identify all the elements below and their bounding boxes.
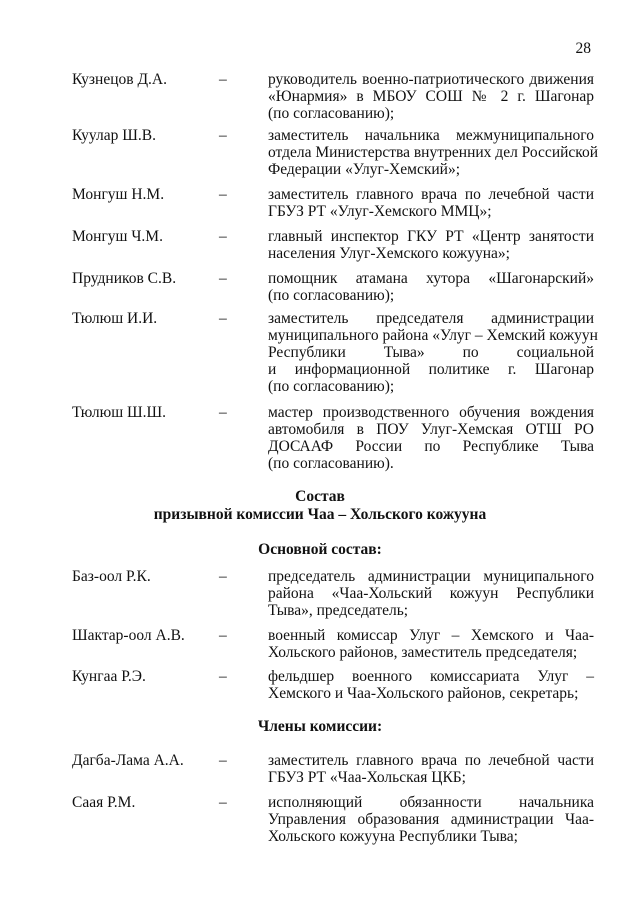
dash: – [219,627,227,644]
role-line: руководитель военно-патриотического движения [268,71,594,88]
role-line: Федерации «Улуг-Хемский»; [268,161,460,178]
role-line: (по согласованию); [268,287,395,304]
section-title: Состав [295,488,345,505]
role-line: Хольского районов, заместитель председателя; [268,644,578,661]
person-name: Монгуш Ч.М. [72,228,163,245]
dash: – [219,127,227,144]
role-line: района «Чаа-Хольский кожуун Республики [268,585,594,602]
dash: – [219,568,227,585]
person-name: Тюлюш И.И. [72,310,158,327]
dash: – [219,270,227,287]
role-line: мастер производственного обучения вождения [268,404,594,421]
role-line: (по согласованию); [268,105,395,122]
role-line: «Юнармия» в МБОУ СОШ № 2 г. Шагонар [268,88,594,105]
role-line: Управления образования администрации Чаа- [268,811,594,828]
role-line: Хемского и Чаа-Хольского районов, секретарь; [268,685,579,702]
dash: – [219,310,227,327]
dash: – [219,404,227,421]
role-line: заместитель главного врача по лечебной части [268,186,594,203]
role-line: муниципального района «Улуг – Хемский кожуун [268,327,598,344]
role-line: военный комиссар Улуг – Хемского и Чаа- [268,627,594,644]
person-name: Дагба-Лама А.А. [72,752,184,769]
role-line: Хольского кожууна Республики Тыва; [268,828,518,845]
person-role [268,186,594,220]
role-line: помощник атамана хутора «Шагонарский» [268,270,594,287]
person-role [268,752,594,786]
role-line: ДОСААФ России по Республике Тыва [268,438,594,455]
page-number: 28 [575,40,591,57]
person-name: Прудников С.В. [72,270,177,287]
role-line: Республики Тыва» по социальной [268,344,594,361]
role-line: автомобиля в ПОУ Улуг-Хемская ОТШ РО [268,421,594,438]
role-line: председатель администрации муниципального [268,568,594,585]
role-line: заместитель главного врача по лечебной части [268,752,594,769]
person-name: Кузнецов Д.А. [72,71,167,88]
main-section-heading: Основной состав: [258,541,382,558]
person-role [268,794,594,845]
person-role [268,71,594,122]
person-role [268,627,594,661]
person-role [268,310,598,395]
role-line: фельдшер военного комиссариата Улуг – [268,668,594,685]
person-name: Монгуш Н.М. [72,186,165,203]
person-role [268,228,594,262]
person-role [268,270,594,304]
person-role [268,127,599,178]
role-line: (по согласованию). [268,455,394,472]
role-line: ГБУЗ РТ «Чаа-Хольская ЦКБ; [268,769,466,786]
dash: – [219,186,227,203]
person-name: Куулар Ш.В. [72,127,156,144]
role-line: заместитель председателя администрации [268,310,594,327]
dash: – [219,794,227,811]
person-name: Шактар-оол А.В. [72,627,185,644]
person-role [268,568,594,619]
role-line: заместитель начальника межмуниципального [268,127,594,144]
person-name: Кунгаа Р.Э. [72,668,146,685]
role-line: отдела Министерства внутренних дел Российской [268,144,599,161]
role-line: населения Улуг-Хемского кожууна»; [268,245,510,262]
dash: – [219,752,227,769]
members-section-heading: Члены комиссии: [257,718,383,735]
section-subtitle: призывной комиссии Чаа – Хольского кожууна [153,506,487,523]
role-line: и информационной политике г. Шагонар [268,361,594,378]
dash: – [219,228,227,245]
role-line: главный инспектор ГКУ РТ «Центр занятости [268,228,594,245]
role-line: Тыва», председатель; [268,602,409,619]
role-line: (по согласованию); [268,378,395,395]
dash: – [219,71,227,88]
person-name: Тюлюш Ш.Ш. [72,404,167,421]
person-name: Саая Р.М. [72,794,136,811]
role-line: ГБУЗ РТ «Улуг-Хемского ММЦ»; [268,203,492,220]
role-line: исполняющий обязанности начальника [268,794,594,811]
person-role [268,668,594,702]
person-name: Баз-оол Р.К. [72,568,151,585]
dash: – [219,668,227,685]
person-role [268,404,594,472]
